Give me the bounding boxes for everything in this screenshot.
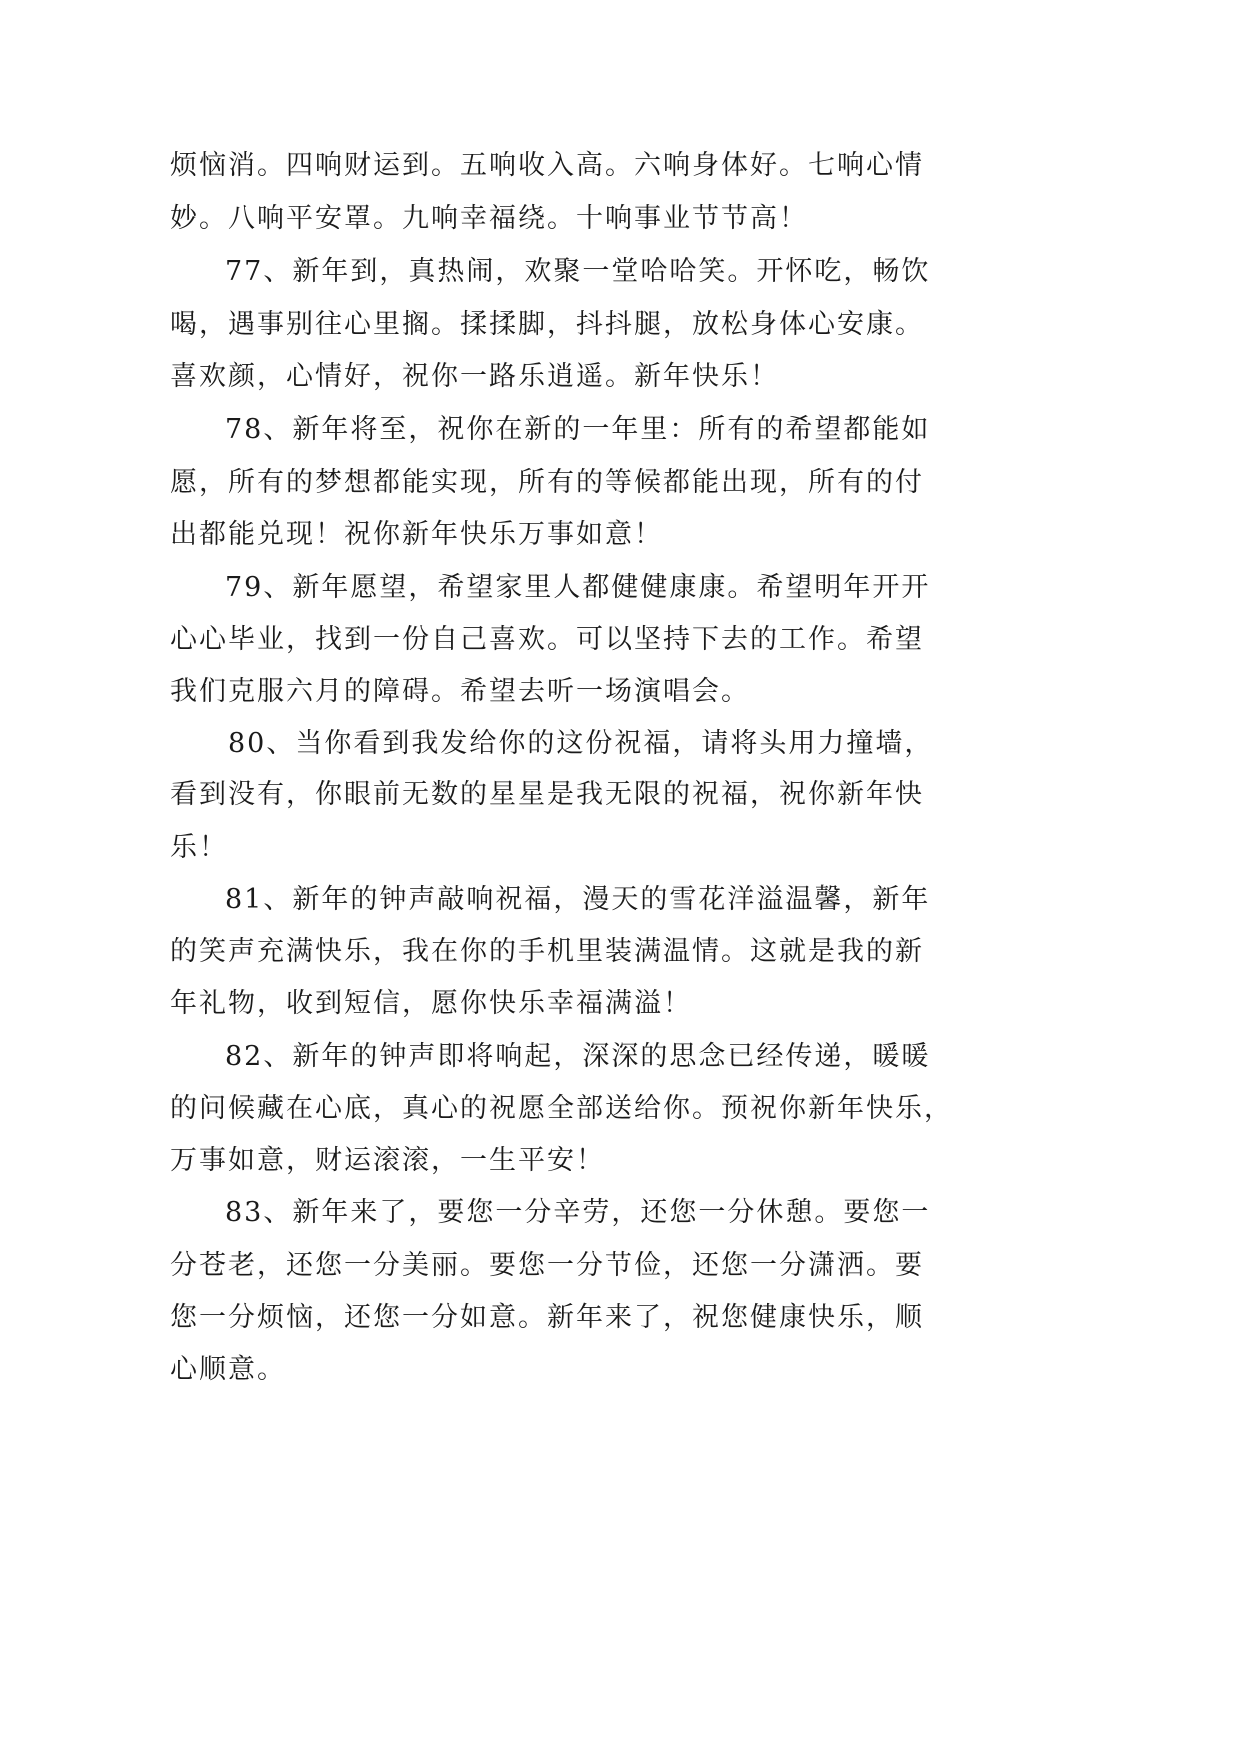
text-line: 万事如意，财运滚滚，一生平安！ [170,1145,605,1176]
text-line: 烦恼消。四响财运到。五响收入高。六响身体好。七响心情 [170,150,924,181]
text-line: 妙。八响平安罩。九响幸福绕。十响事业节节高！ [170,203,808,234]
text-line: 您一分烦恼，还您一分如意。新年来了，祝您健康快乐，顺 [170,1302,924,1333]
text-line: 我们克服六月的障碍。希望去听一场演唱会。 [170,676,750,707]
paragraph-start-line: 81、新年的钟声敲响祝福，漫天的雪花洋溢温馨，新年 [225,884,931,915]
paragraph-start-line: 80、当你看到我发给你的这份祝福，请将头用力撞墙， [228,728,934,759]
text-line: 的笑声充满快乐，我在你的手机里装满温情。这就是我的新 [170,936,924,967]
text-line: 乐！ [170,832,228,863]
paragraph-start-line: 82、新年的钟声即将响起，深深的思念已经传递，暖暖 [225,1041,931,1072]
text-line: 年礼物，收到短信，愿你快乐幸福满溢！ [170,988,692,1019]
paragraph-start-line: 79、新年愿望，希望家里人都健健康康。希望明年开开 [225,572,931,603]
text-line: 愿，所有的梦想都能实现，所有的等候都能出现，所有的付 [170,467,924,498]
text-line: 出都能兑现！祝你新年快乐万事如意！ [170,519,663,550]
text-line: 分苍老，还您一分美丽。要您一分节俭，还您一分潇洒。要 [170,1250,924,1281]
text-line: 喝，遇事别往心里搁。揉揉脚，抖抖腿，放松身体心安康。 [170,309,924,340]
paragraph-start-line: 83、新年来了，要您一分辛劳，还您一分休憩。要您一 [225,1197,931,1228]
text-line: 心心毕业，找到一份自己喜欢。可以坚持下去的工作。希望 [170,624,924,655]
paragraph-start-line: 78、新年将至，祝你在新的一年里：所有的希望都能如 [225,414,931,445]
text-line: 的问候藏在心底，真心的祝愿全部送给你。预祝你新年快乐， [170,1093,953,1124]
text-line: 看到没有，你眼前无数的星星是我无限的祝福，祝你新年快 [170,779,924,810]
paragraph-start-line: 77、新年到，真热闹，欢聚一堂哈哈笑。开怀吃，畅饮 [225,256,931,287]
text-line: 喜欢颜，心情好，祝你一路乐逍遥。新年快乐！ [170,361,779,392]
text-line: 心顺意。 [170,1354,286,1385]
